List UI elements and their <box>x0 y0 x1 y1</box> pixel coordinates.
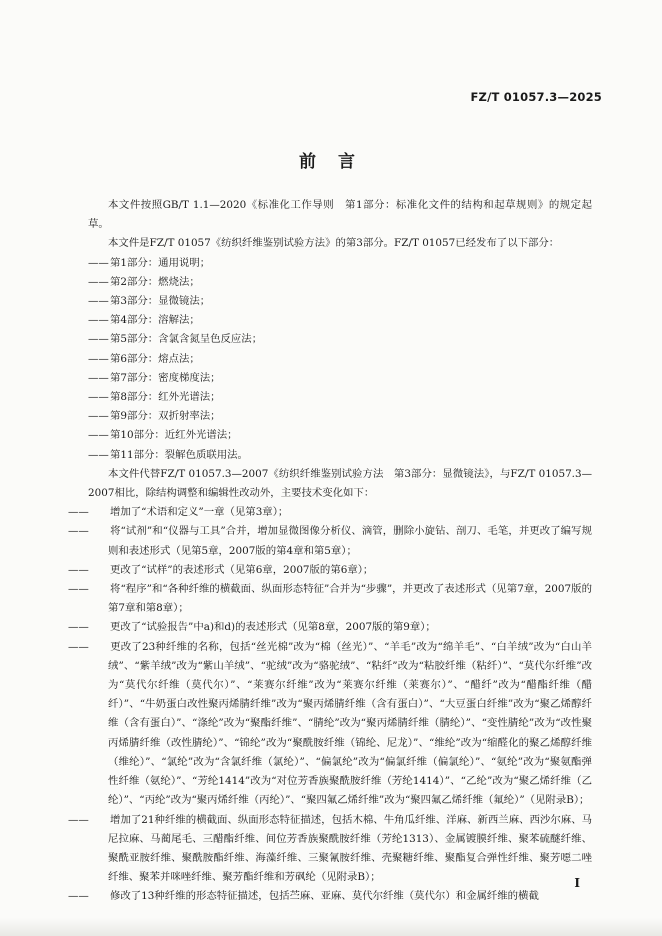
list-item: ——第9部分：双折射率法； <box>88 410 221 423</box>
list-item: ——第8部分：红外光谱法； <box>88 391 221 404</box>
intro-paragraph-1: 本文件按照GB/T 1.1—2020《标准化工作导则 第1部分：标准化文件的结构和起草规则》的规定起草。 <box>88 199 592 231</box>
page-number: I <box>574 876 580 890</box>
change-item: —— 更改了23种纤维的名称，包括“丝光棉”改为“棉（丝光）”、“羊毛”改为“绵羊毛”、“白羊绒”改为“白山羊绒”、“紫羊绒”改为“紫山羊绒”、“驼绒”改为“骆驼绒”、“粘纤”改为“粘胶纤维（粘纤）”、“莫代尔纤维”改为“莫代尔纤维（莫代尔）”、“莱赛尔纤维”改为“莱赛尔纤维（莱赛尔）”、“醋纤”改为“醋酯纤维（醋纤）”、“牛奶蛋白改性聚丙烯腈纤维”改为“聚丙烯腈纤维（含有蛋白）”、“大豆蛋白纤维”改为“聚乙烯醇纤维（含有蛋白）”、“涤纶”改为“聚酯纤维”、“腈纶”改为“聚丙烯腈纤维（腈纶）”、“变性腈纶”改为“改性聚丙烯腈纤维（改性腈纶）”、“锦纶”改为“聚酰胺纤维（锦纶、尼龙）”、“维纶”改为“缩醛化的聚乙烯醇纤维（维纶）”、“氯纶”改为“含氯纤维（氯纶）”、“偏氯纶”改为“偏氯纤维（偏氯纶）”、“氨纶”改为“聚氨酯弹性纤维（氨纶）”、“芳纶1414”改为“对位芳香族聚酰胺纤维（芳纶1414）”、“乙纶”改为“聚乙烯纤维（乙纶）”、“丙纶”改为“聚丙烯纤维（丙纶）”、“聚四氟乙烯纤维”改为“聚四氟乙烯纤维（氟纶）”（见附录B）； <box>68 640 592 807</box>
list-item: ——第4部分：溶解法； <box>88 314 200 327</box>
list-item: ——第1部分：通用说明； <box>88 256 211 269</box>
list-item: ——第3部分：显微镜法； <box>88 295 211 308</box>
change-item: —— 增加了21种纤维的横截面、纵面形态特征描述，包括木棉、牛角瓜纤维、洋麻、新西兰麻、西沙尔麻、马尼拉麻、马蔺尾毛、三醋酯纤维、间位芳香族聚酰胺纤维（芳纶1313）、金属镀膜纤维、聚苯硫醚纤维、聚酰亚胺纤维、聚酰胺酯纤维、海藻纤维、三聚氰胺纤维、壳聚糖纤维、聚酯复合弹性纤维、聚芳噁二唑纤维、聚苯并咪唑纤维、聚芳酯纤维和芳砜纶（见附录B）； <box>68 813 592 884</box>
page-title: 前 言 <box>299 152 363 172</box>
parts-list <box>88 254 592 465</box>
change-item: —— 将“试剂”和“仪器与工具”合并，增加显微图像分析仪、滴管，删除小旋钻、剖刀、毛笔，并更改了编写规则和表述形式（见第5章，2007版的第4章和第5章）； <box>68 525 592 557</box>
list-item: ——第10部分：近红外光谱法； <box>88 429 238 442</box>
change-item: —— 更改了“试样”的表述形式（见第6章，2007版的第6章）； <box>68 563 374 576</box>
list-item: ——第5部分：含氯含氮呈色反应法； <box>88 333 263 346</box>
list-item: ——第6部分：熔点法； <box>88 352 200 365</box>
change-item: —— 增加了“术语和定义”一章（见第3章）； <box>68 506 289 519</box>
standard-code: FZ/T 01057.3—2025 <box>470 90 602 104</box>
list-item: ——第11部分：裂解色质联用法。 <box>88 448 248 461</box>
change-item: —— 更改了“试验报告”中a)和d)的表述形式（见第8章，2007版的第9章）； <box>68 621 436 634</box>
list-item: ——第7部分：密度梯度法； <box>88 371 221 384</box>
body-text <box>68 196 592 907</box>
list-item: ——第2部分：燃烧法； <box>88 275 200 288</box>
scan-edge-shade <box>0 918 662 936</box>
replace-paragraph: 本文件代替FZ/T 01057.3—2007《纺织纤维鉴别试验方法 第3部分：显微镜法》，与FZ/T 01057.3—2007相比，除结构调整和编辑性改动外，主要技术变化如下： <box>88 467 592 500</box>
changes-list <box>68 503 592 906</box>
intro-paragraph-2: 本文件是FZ/T 01057《纺织纤维鉴别试验方法》的第3部分。FZ/T 01057已经发布了以下部分： <box>108 237 560 250</box>
change-item: —— 将“程序”和“各种纤维的横截面、纵面形态特征”合并为“步骤”，并更改了表述形式（见第7章，2007版的第7章和第8章）； <box>68 583 592 615</box>
change-item: —— 修改了13种纤维的形态特征描述，包括苎麻、亚麻、莫代尔纤维（莫代尔）和金属纤维的横截 <box>68 890 539 903</box>
